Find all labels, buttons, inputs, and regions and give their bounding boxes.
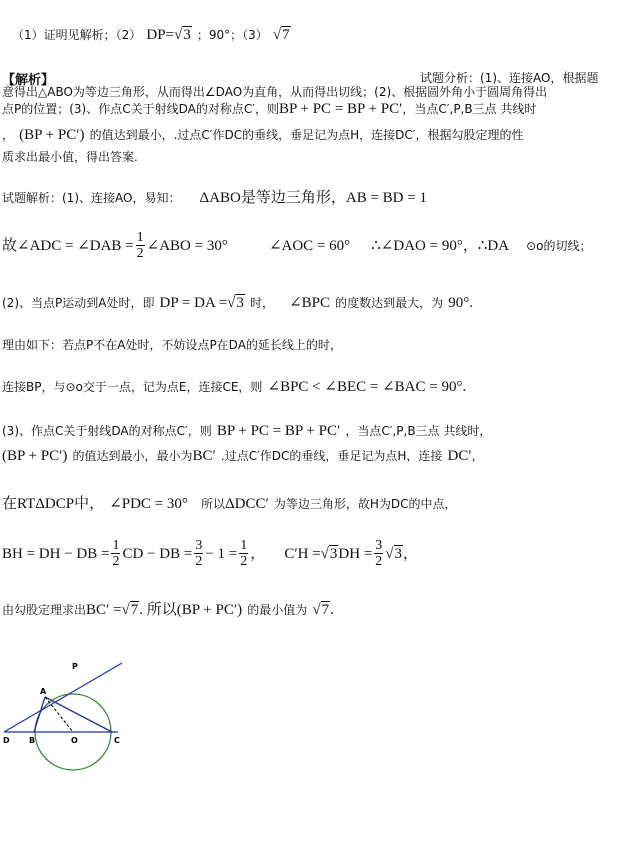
sol-s6a: (3)、作点C关于射线DA的对称点C′，则 [2, 424, 212, 438]
sol-s2b: ∠ABO = 30° [146, 238, 228, 254]
solution-line-7 [2, 445, 484, 465]
segment-ac [45, 697, 112, 732]
answer-text-2: ；90°；（3） [196, 28, 268, 42]
sol-s8d: ΔDCC′ [225, 496, 269, 512]
analysis-line-3 [2, 98, 536, 118]
sol-s9e: C′H = [284, 546, 321, 562]
sol-s9d: ， [250, 546, 266, 562]
sol-s2c: ∠AOC = 60° [268, 238, 351, 254]
analysis-line-5: 质求出最小值，得出答案. [2, 150, 138, 164]
ray-dp [4, 663, 122, 732]
solution-line-1 [2, 186, 427, 207]
sol-sqrt3: √3 [227, 295, 244, 311]
solution-line-2 [2, 230, 592, 261]
sol-s7d: .过点C′作DC的垂线，垂足记为点H，连接 [220, 449, 443, 463]
answer-dp: DP= [146, 27, 175, 43]
answer-text-1: （1）证明见解析；（2） [12, 28, 142, 42]
sol-sqrt3-c: √3 [385, 546, 403, 562]
sol-sqrt3-b: √3 [320, 546, 338, 562]
sol-s6b: BP + PC = BP + PC′ [216, 423, 341, 439]
sol-s8a: 在RTΔDCP中， [2, 496, 105, 512]
label-c: C [114, 736, 120, 745]
sol-s5a: 连接BP，与⊙o交于一点，记为点E，连接CE，则 [2, 380, 263, 394]
solution-line-3 [2, 292, 473, 312]
answer-sqrt7: √7 [272, 27, 290, 43]
label-o: O [71, 736, 78, 745]
sol-s10b: BC′ = [86, 602, 122, 618]
analysis-heading: 【解析】 [2, 73, 55, 88]
sol-s7e: DC′ [447, 448, 472, 464]
sol-sqrt7: √7 [121, 602, 139, 618]
sol-s2a: 故∠ADC = ∠DAB = [2, 238, 134, 254]
sol-s1b: ΔABO是等边三角形，AB = BD = 1 [199, 190, 427, 206]
analysis-l3c: ，当点C′,P,B三点 共线时 [402, 102, 537, 116]
sol-s10c: . 所以(BP + PC′) [139, 602, 243, 618]
answer-line [12, 24, 291, 44]
solution-line-5 [2, 376, 466, 396]
answer-sqrt3: √3 [174, 27, 191, 43]
sol-s9f: DH = [338, 546, 373, 562]
label-a: A [40, 687, 47, 696]
sol-s8c: 所以 [201, 497, 226, 511]
analysis-line-4 [2, 124, 524, 144]
sol-s10d: 的最小值为 [247, 603, 308, 617]
sol-s9b: CD − DB = [122, 546, 193, 562]
sol-s9g: ， [403, 546, 419, 562]
analysis-l4b: (BP + PC′) [19, 127, 85, 143]
solution-line-4: 理由如下：若点P不在A处时，不妨设点P在DA的延长线上的时， [2, 338, 342, 352]
sol-s3c: 时， [250, 296, 275, 310]
analysis-tail-1: 试题分析：(1)、连接AO，根据题 [420, 71, 599, 85]
sol-s3e: 的度数达到最大，为 [335, 296, 444, 310]
label-d: D [3, 736, 10, 745]
analysis-l4c: 的值达到最小，.过点C′作DC的垂线，垂足记为点H，连接DC′，根据勾股定理的性 [89, 128, 524, 142]
sol-s2d: ∴∠DAO = 90°，∴DA [371, 238, 510, 254]
sol-s9a: BH = DH − DB = [2, 546, 110, 562]
analysis-l4a: ， [2, 128, 15, 142]
segment-ao [45, 697, 73, 732]
solution-line-10 [2, 598, 334, 619]
sol-s3d: ∠BPC [289, 295, 331, 311]
solution-line-8 [2, 492, 457, 513]
sol-s3g: . [469, 295, 473, 311]
sol-s1a: 试题解析：(1)、连接AO，易知： [2, 191, 181, 205]
label-p: P [72, 662, 78, 671]
frac-1-2: $\frac{1}{2}$ [112, 538, 120, 569]
frac-3-2: $\frac{3}{2}$ [195, 538, 203, 569]
sol-s10e: . [330, 602, 334, 618]
sol-s2e: ⊙o的切线； [526, 239, 592, 253]
sol-s9c: − 1 = [205, 546, 238, 562]
frac-1-2b: $\frac{1}{2}$ [240, 538, 248, 569]
sol-s8b: ∠PDC = 30° [109, 496, 188, 512]
label-b: B [29, 736, 36, 745]
sol-s3b: DP = DA = [159, 295, 228, 311]
frac-3-2b: $\frac{3}{2}$ [375, 538, 383, 569]
sol-s7b: 的值达到最小，最小为 [72, 449, 193, 463]
sol-s6c: ，当点C′,P,B三点 共线时， [345, 424, 492, 438]
geometry-figure [0, 645, 180, 785]
sol-s7f: ， [471, 449, 484, 463]
solution-line-9 [2, 538, 418, 569]
sol-s10a: 由勾股定理求出 [2, 603, 87, 617]
analysis-l3a: 点P的位置；(3)、作点C关于射线DA的对称点C′，则 [2, 102, 279, 116]
sol-sqrt7-b: √7 [312, 602, 330, 618]
solution-line-6 [2, 420, 491, 440]
sol-s3a: (2)、当点P运动到A处时，即 [2, 296, 155, 310]
sol-s5c: . [462, 379, 467, 395]
segment-ab [34, 697, 45, 732]
sol-s3f: 90° [448, 295, 470, 311]
sol-s5b: ∠BPC < ∠BEC = ∠BAC = 90° [267, 379, 463, 395]
sol-s8e: 为等边三角形，故H为DC的中点， [273, 497, 457, 511]
sol-s7c: BC′ [192, 448, 216, 464]
sol-s7a: (BP + PC′) [2, 448, 68, 464]
fraction-half: $\frac{1}{2}$ [136, 230, 144, 261]
analysis-l3b: BP + PC = BP + PC′ [278, 101, 403, 117]
analysis-line-2: 意得出△ABO为等边三角形，从而得出∠DAO为直角，从而得出切线；(2)、根据圆外角小于圆周角得出 [2, 85, 548, 99]
